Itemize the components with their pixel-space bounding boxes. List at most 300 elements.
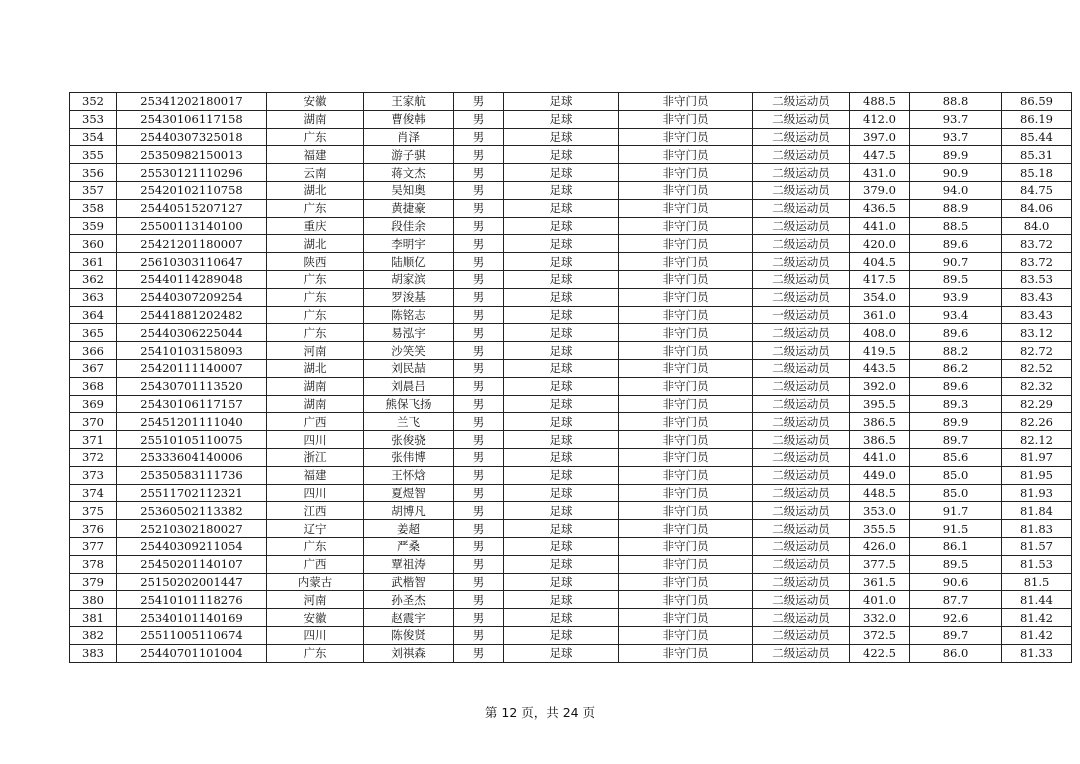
sport-cell: 足球: [504, 217, 619, 235]
exam-id-cell: 25410101118276: [117, 591, 267, 609]
province-cell: 安徽: [267, 93, 364, 111]
province-cell: 安徽: [267, 609, 364, 627]
exam-id-cell: 25450201140107: [117, 555, 267, 573]
level-cell: 二级运动员: [753, 146, 850, 164]
province-cell: 广东: [267, 128, 364, 146]
gender-cell: 男: [454, 413, 504, 431]
gender-cell: 男: [454, 342, 504, 360]
total-score-cell: 83.43: [1002, 306, 1072, 324]
culture-score-cell: 397.0: [850, 128, 910, 146]
province-cell: 四川: [267, 626, 364, 644]
province-cell: 河南: [267, 591, 364, 609]
level-cell: 二级运动员: [753, 359, 850, 377]
gender-cell: 男: [454, 484, 504, 502]
table-row: [70, 609, 1072, 627]
total-score-cell: 81.57: [1002, 537, 1072, 555]
table-row: [70, 146, 1072, 164]
position-cell: 非守门员: [619, 199, 753, 217]
level-cell: 二级运动员: [753, 484, 850, 502]
province-cell: 浙江: [267, 448, 364, 466]
sport-cell: 足球: [504, 199, 619, 217]
province-cell: 福建: [267, 146, 364, 164]
level-cell: 二级运动员: [753, 324, 850, 342]
gender-cell: 男: [454, 644, 504, 662]
sport-cell: 足球: [504, 324, 619, 342]
total-score-cell: 81.84: [1002, 502, 1072, 520]
sport-cell: 足球: [504, 110, 619, 128]
sport-score-cell: 89.6: [910, 377, 1002, 395]
sport-cell: 足球: [504, 591, 619, 609]
level-cell: 二级运动员: [753, 110, 850, 128]
sport-cell: 足球: [504, 609, 619, 627]
rank-cell: 354: [70, 128, 117, 146]
gender-cell: 男: [454, 520, 504, 538]
province-cell: 广东: [267, 644, 364, 662]
culture-score-cell: 419.5: [850, 342, 910, 360]
culture-score-cell: 361.5: [850, 573, 910, 591]
table-row: [70, 484, 1072, 502]
province-cell: 湖南: [267, 110, 364, 128]
sport-score-cell: 89.9: [910, 413, 1002, 431]
name-cell: 罗浚基: [364, 288, 454, 306]
position-cell: 非守门员: [619, 644, 753, 662]
table-row: [70, 288, 1072, 306]
total-score-cell: 85.18: [1002, 164, 1072, 182]
admission-table: [69, 92, 1072, 663]
sport-cell: 足球: [504, 377, 619, 395]
sport-score-cell: 90.7: [910, 253, 1002, 271]
position-cell: 非守门员: [619, 573, 753, 591]
total-score-cell: 81.5: [1002, 573, 1072, 591]
position-cell: 非守门员: [619, 342, 753, 360]
position-cell: 非守门员: [619, 270, 753, 288]
position-cell: 非守门员: [619, 110, 753, 128]
position-cell: 非守门员: [619, 377, 753, 395]
province-cell: 湖北: [267, 235, 364, 253]
name-cell: 兰飞: [364, 413, 454, 431]
exam-id-cell: 25350982150013: [117, 146, 267, 164]
position-cell: 非守门员: [619, 359, 753, 377]
gender-cell: 男: [454, 537, 504, 555]
province-cell: 广东: [267, 324, 364, 342]
rank-cell: 360: [70, 235, 117, 253]
name-cell: 陆顺亿: [364, 253, 454, 271]
gender-cell: 男: [454, 235, 504, 253]
name-cell: 肖泽: [364, 128, 454, 146]
culture-score-cell: 392.0: [850, 377, 910, 395]
table-row: [70, 93, 1072, 111]
culture-score-cell: 353.0: [850, 502, 910, 520]
total-score-cell: 81.53: [1002, 555, 1072, 573]
name-cell: 王怀焓: [364, 466, 454, 484]
level-cell: 二级运动员: [753, 520, 850, 538]
gender-cell: 男: [454, 395, 504, 413]
culture-score-cell: 401.0: [850, 591, 910, 609]
position-cell: 非守门员: [619, 448, 753, 466]
total-score-cell: 86.59: [1002, 93, 1072, 111]
name-cell: 沙笑笑: [364, 342, 454, 360]
sport-score-cell: 94.0: [910, 181, 1002, 199]
position-cell: 非守门员: [619, 537, 753, 555]
exam-id-cell: 25451201111040: [117, 413, 267, 431]
table-row: [70, 217, 1072, 235]
rank-cell: 373: [70, 466, 117, 484]
gender-cell: 男: [454, 164, 504, 182]
sport-score-cell: 91.7: [910, 502, 1002, 520]
table-row: [70, 235, 1072, 253]
culture-score-cell: 420.0: [850, 235, 910, 253]
total-score-cell: 83.53: [1002, 270, 1072, 288]
sport-cell: 足球: [504, 448, 619, 466]
level-cell: 二级运动员: [753, 413, 850, 431]
rank-cell: 352: [70, 93, 117, 111]
rank-cell: 358: [70, 199, 117, 217]
name-cell: 胡博凡: [364, 502, 454, 520]
name-cell: 张伟博: [364, 448, 454, 466]
table-row: [70, 573, 1072, 591]
table-row: [70, 413, 1072, 431]
exam-id-cell: 25440306225044: [117, 324, 267, 342]
province-cell: 湖南: [267, 377, 364, 395]
level-cell: 二级运动员: [753, 555, 850, 573]
culture-score-cell: 447.5: [850, 146, 910, 164]
name-cell: 游子骐: [364, 146, 454, 164]
rank-cell: 374: [70, 484, 117, 502]
sport-score-cell: 89.7: [910, 626, 1002, 644]
sport-cell: 足球: [504, 520, 619, 538]
rank-cell: 379: [70, 573, 117, 591]
table-row: [70, 537, 1072, 555]
rank-cell: 359: [70, 217, 117, 235]
sport-score-cell: 89.7: [910, 431, 1002, 449]
culture-score-cell: 426.0: [850, 537, 910, 555]
rank-cell: 372: [70, 448, 117, 466]
exam-id-cell: 25210302180027: [117, 520, 267, 538]
position-cell: 非守门员: [619, 288, 753, 306]
gender-cell: 男: [454, 626, 504, 644]
province-cell: 湖北: [267, 359, 364, 377]
sport-cell: 足球: [504, 413, 619, 431]
exam-id-cell: 25511702112321: [117, 484, 267, 502]
gender-cell: 男: [454, 502, 504, 520]
gender-cell: 男: [454, 359, 504, 377]
sport-score-cell: 85.0: [910, 466, 1002, 484]
sport-cell: 足球: [504, 466, 619, 484]
name-cell: 刘民喆: [364, 359, 454, 377]
sport-cell: 足球: [504, 573, 619, 591]
level-cell: 二级运动员: [753, 128, 850, 146]
level-cell: 二级运动员: [753, 395, 850, 413]
sport-score-cell: 93.7: [910, 128, 1002, 146]
sport-cell: 足球: [504, 146, 619, 164]
province-cell: 广东: [267, 288, 364, 306]
position-cell: 非守门员: [619, 146, 753, 164]
province-cell: 广东: [267, 306, 364, 324]
level-cell: 二级运动员: [753, 448, 850, 466]
total-score-cell: 81.93: [1002, 484, 1072, 502]
position-cell: 非守门员: [619, 626, 753, 644]
name-cell: 段佳余: [364, 217, 454, 235]
province-cell: 广西: [267, 413, 364, 431]
level-cell: 二级运动员: [753, 431, 850, 449]
rank-cell: 363: [70, 288, 117, 306]
province-cell: 广东: [267, 199, 364, 217]
position-cell: 非守门员: [619, 609, 753, 627]
gender-cell: 男: [454, 93, 504, 111]
total-score-cell: 82.29: [1002, 395, 1072, 413]
province-cell: 福建: [267, 466, 364, 484]
sport-score-cell: 93.9: [910, 288, 1002, 306]
position-cell: 非守门员: [619, 413, 753, 431]
province-cell: 四川: [267, 484, 364, 502]
gender-cell: 男: [454, 288, 504, 306]
table-body: [70, 93, 1072, 663]
rank-cell: 356: [70, 164, 117, 182]
level-cell: 二级运动员: [753, 377, 850, 395]
name-cell: 陈铭志: [364, 306, 454, 324]
level-cell: 二级运动员: [753, 235, 850, 253]
name-cell: 张俊骁: [364, 431, 454, 449]
table-row: [70, 342, 1072, 360]
province-cell: 重庆: [267, 217, 364, 235]
province-cell: 云南: [267, 164, 364, 182]
exam-id-cell: 25430106117158: [117, 110, 267, 128]
name-cell: 王家航: [364, 93, 454, 111]
table-row: [70, 502, 1072, 520]
culture-score-cell: 417.5: [850, 270, 910, 288]
level-cell: 二级运动员: [753, 626, 850, 644]
sport-cell: 足球: [504, 181, 619, 199]
culture-score-cell: 412.0: [850, 110, 910, 128]
sport-score-cell: 89.5: [910, 555, 1002, 573]
culture-score-cell: 377.5: [850, 555, 910, 573]
sport-score-cell: 90.6: [910, 573, 1002, 591]
sport-score-cell: 88.5: [910, 217, 1002, 235]
level-cell: 二级运动员: [753, 644, 850, 662]
total-score-cell: 81.42: [1002, 626, 1072, 644]
culture-score-cell: 372.5: [850, 626, 910, 644]
level-cell: 二级运动员: [753, 93, 850, 111]
table-row: [70, 270, 1072, 288]
exam-id-cell: 25360502113382: [117, 502, 267, 520]
sport-cell: 足球: [504, 128, 619, 146]
position-cell: 非守门员: [619, 128, 753, 146]
sport-score-cell: 90.9: [910, 164, 1002, 182]
table-row: [70, 591, 1072, 609]
exam-id-cell: 25440307209254: [117, 288, 267, 306]
sport-cell: 足球: [504, 342, 619, 360]
total-score-cell: 84.06: [1002, 199, 1072, 217]
position-cell: 非守门员: [619, 253, 753, 271]
sport-cell: 足球: [504, 270, 619, 288]
exam-id-cell: 25341202180017: [117, 93, 267, 111]
sport-score-cell: 86.0: [910, 644, 1002, 662]
gender-cell: 男: [454, 609, 504, 627]
gender-cell: 男: [454, 217, 504, 235]
rank-cell: 377: [70, 537, 117, 555]
rank-cell: 376: [70, 520, 117, 538]
exam-id-cell: 25440307325018: [117, 128, 267, 146]
sport-score-cell: 85.0: [910, 484, 1002, 502]
province-cell: 辽宁: [267, 520, 364, 538]
sport-cell: 足球: [504, 431, 619, 449]
total-score-cell: 81.83: [1002, 520, 1072, 538]
culture-score-cell: 441.0: [850, 448, 910, 466]
province-cell: 四川: [267, 431, 364, 449]
name-cell: 姜超: [364, 520, 454, 538]
position-cell: 非守门员: [619, 181, 753, 199]
name-cell: 赵震宇: [364, 609, 454, 627]
rank-cell: 381: [70, 609, 117, 627]
culture-score-cell: 404.5: [850, 253, 910, 271]
total-score-cell: 85.31: [1002, 146, 1072, 164]
culture-score-cell: 431.0: [850, 164, 910, 182]
sport-cell: 足球: [504, 644, 619, 662]
province-cell: 广东: [267, 537, 364, 555]
table-row: [70, 395, 1072, 413]
name-cell: 熊保飞扬: [364, 395, 454, 413]
position-cell: 非守门员: [619, 466, 753, 484]
gender-cell: 男: [454, 199, 504, 217]
gender-cell: 男: [454, 431, 504, 449]
culture-score-cell: 443.5: [850, 359, 910, 377]
position-cell: 非守门员: [619, 93, 753, 111]
province-cell: 湖南: [267, 395, 364, 413]
table-row: [70, 181, 1072, 199]
total-score-cell: 82.52: [1002, 359, 1072, 377]
gender-cell: 男: [454, 573, 504, 591]
total-score-cell: 86.19: [1002, 110, 1072, 128]
name-cell: 吴知奥: [364, 181, 454, 199]
table-row: [70, 431, 1072, 449]
total-score-cell: 83.72: [1002, 253, 1072, 271]
sport-cell: 足球: [504, 359, 619, 377]
level-cell: 二级运动员: [753, 199, 850, 217]
rank-cell: 362: [70, 270, 117, 288]
culture-score-cell: 488.5: [850, 93, 910, 111]
culture-score-cell: 422.5: [850, 644, 910, 662]
culture-score-cell: 379.0: [850, 181, 910, 199]
culture-score-cell: 441.0: [850, 217, 910, 235]
position-cell: 非守门员: [619, 217, 753, 235]
position-cell: 非守门员: [619, 520, 753, 538]
culture-score-cell: 436.5: [850, 199, 910, 217]
gender-cell: 男: [454, 181, 504, 199]
province-cell: 江西: [267, 502, 364, 520]
culture-score-cell: 332.0: [850, 609, 910, 627]
province-cell: 广东: [267, 270, 364, 288]
sport-score-cell: 89.6: [910, 235, 1002, 253]
gender-cell: 男: [454, 555, 504, 573]
sport-score-cell: 88.8: [910, 93, 1002, 111]
sport-cell: 足球: [504, 537, 619, 555]
table-row: [70, 324, 1072, 342]
table-row: [70, 253, 1072, 271]
name-cell: 严桑: [364, 537, 454, 555]
rank-cell: 367: [70, 359, 117, 377]
culture-score-cell: 355.5: [850, 520, 910, 538]
exam-id-cell: 25421201180007: [117, 235, 267, 253]
rank-cell: 378: [70, 555, 117, 573]
name-cell: 曹俊韩: [364, 110, 454, 128]
exam-id-cell: 25610303110647: [117, 253, 267, 271]
culture-score-cell: 448.5: [850, 484, 910, 502]
level-cell: 二级运动员: [753, 502, 850, 520]
level-cell: 二级运动员: [753, 573, 850, 591]
level-cell: 二级运动员: [753, 164, 850, 182]
exam-id-cell: 25333604140006: [117, 448, 267, 466]
exam-id-cell: 25420111140007: [117, 359, 267, 377]
level-cell: 二级运动员: [753, 342, 850, 360]
table-row: [70, 644, 1072, 662]
exam-id-cell: 25150202001447: [117, 573, 267, 591]
culture-score-cell: 386.5: [850, 431, 910, 449]
table-row: [70, 128, 1072, 146]
gender-cell: 男: [454, 270, 504, 288]
table-row: [70, 306, 1072, 324]
culture-score-cell: 361.0: [850, 306, 910, 324]
exam-id-cell: 25410103158093: [117, 342, 267, 360]
exam-id-cell: 25500113140100: [117, 217, 267, 235]
table-row: [70, 110, 1072, 128]
total-score-cell: 84.75: [1002, 181, 1072, 199]
province-cell: 内蒙古: [267, 573, 364, 591]
rank-cell: 371: [70, 431, 117, 449]
name-cell: 陈俊贤: [364, 626, 454, 644]
level-cell: 二级运动员: [753, 253, 850, 271]
culture-score-cell: 449.0: [850, 466, 910, 484]
name-cell: 孙圣杰: [364, 591, 454, 609]
table-row: [70, 626, 1072, 644]
total-score-cell: 85.44: [1002, 128, 1072, 146]
gender-cell: 男: [454, 377, 504, 395]
culture-score-cell: 354.0: [850, 288, 910, 306]
gender-cell: 男: [454, 324, 504, 342]
gender-cell: 男: [454, 128, 504, 146]
sport-score-cell: 85.6: [910, 448, 1002, 466]
rank-cell: 369: [70, 395, 117, 413]
exam-id-cell: 25440309211054: [117, 537, 267, 555]
table-row: [70, 164, 1072, 182]
exam-id-cell: 25511005110674: [117, 626, 267, 644]
total-score-cell: 81.33: [1002, 644, 1072, 662]
position-cell: 非守门员: [619, 555, 753, 573]
rank-cell: 375: [70, 502, 117, 520]
table-row: [70, 466, 1072, 484]
name-cell: 胡家滨: [364, 270, 454, 288]
gender-cell: 男: [454, 448, 504, 466]
rank-cell: 355: [70, 146, 117, 164]
level-cell: 二级运动员: [753, 288, 850, 306]
sport-cell: 足球: [504, 484, 619, 502]
sport-score-cell: 86.1: [910, 537, 1002, 555]
exam-id-cell: 25510105110075: [117, 431, 267, 449]
name-cell: 黄捷豪: [364, 199, 454, 217]
gender-cell: 男: [454, 591, 504, 609]
province-cell: 广西: [267, 555, 364, 573]
level-cell: 二级运动员: [753, 270, 850, 288]
level-cell: 二级运动员: [753, 217, 850, 235]
gender-cell: 男: [454, 306, 504, 324]
level-cell: 二级运动员: [753, 466, 850, 484]
gender-cell: 男: [454, 253, 504, 271]
sport-cell: 足球: [504, 626, 619, 644]
rank-cell: 380: [70, 591, 117, 609]
rank-cell: 353: [70, 110, 117, 128]
position-cell: 非守门员: [619, 591, 753, 609]
sport-score-cell: 88.9: [910, 199, 1002, 217]
total-score-cell: 81.97: [1002, 448, 1072, 466]
